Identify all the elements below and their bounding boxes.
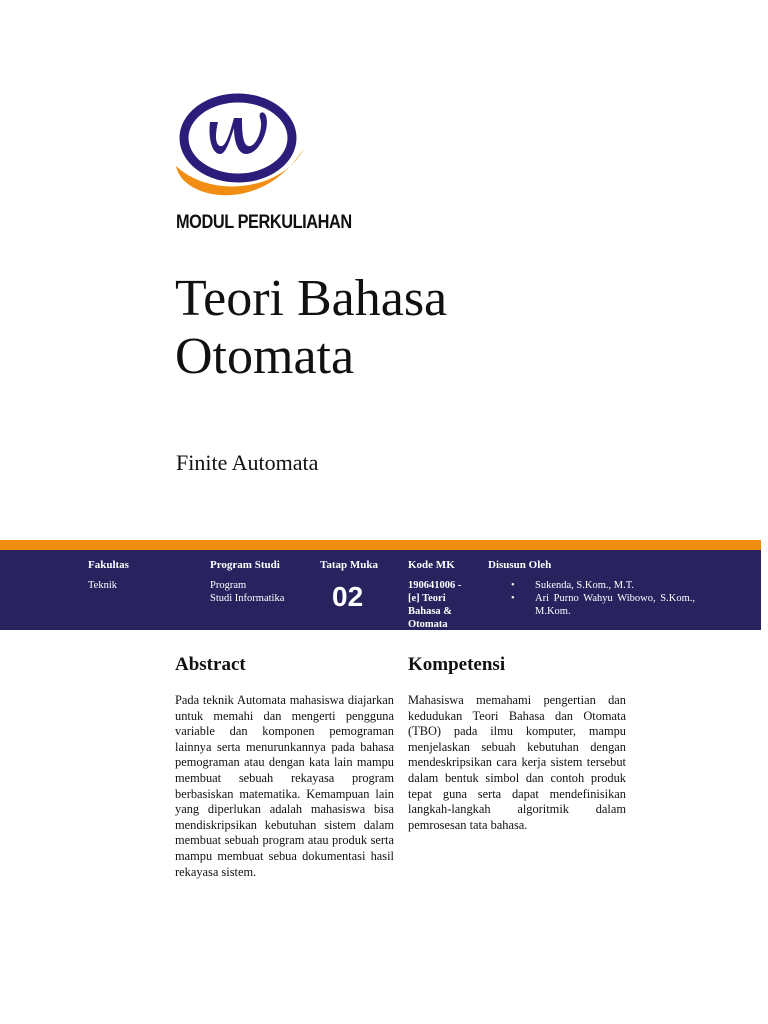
title-line-2: Otomata <box>175 328 355 385</box>
program-value-line1: Program <box>210 580 247 591</box>
abstract-heading: Abstract <box>175 654 246 675</box>
fakultas-label: Fakultas <box>88 559 129 571</box>
module-label: MODUL PERKULIAHAN <box>176 212 352 233</box>
fakultas-value: Teknik <box>88 580 118 591</box>
kode-mk-line1: 190641006 - <box>408 580 462 591</box>
w-swoosh-logo-icon <box>172 88 308 206</box>
kode-mk-line3: Bahasa & <box>408 606 453 617</box>
kompetensi-text: Mahasiswa memahami pengertian dan kedudukan Teori Bahasa dan Otomata (TBO) pada ilmu komputer, mampu menjelaskan sebuah kebutuhan dengan mendeskripsikan cara kerja sistem tersebut dalam bentuk simbol dan contoh produk tepat guna serta dapat mendefinisikan langkah-langkah algoritmik dalam pemrosesan tata bahasa. <box>408 693 626 832</box>
author-item: • Ari Purno Wahyu Wibowo, S.Kom., M.Kom. <box>509 592 695 618</box>
kompetensi-heading: Kompetensi <box>408 654 506 675</box>
author-item: • Sukenda, S.Kom., M.T. <box>509 579 695 592</box>
program-label: Program Studi <box>210 559 280 571</box>
kompetensi-section <box>408 654 626 833</box>
kode-mk-line4: Otomata <box>408 619 448 630</box>
author-list <box>509 579 695 618</box>
tatap-muka-label: Tatap Muka <box>320 559 378 571</box>
kode-mk-value <box>408 579 461 631</box>
kode-mk-line2: [e] Teori <box>408 593 446 604</box>
kode-mk-label: Kode MK <box>408 559 455 571</box>
university-logo <box>172 88 308 206</box>
page-title <box>175 270 447 386</box>
program-value <box>210 579 284 605</box>
orange-divider <box>0 540 761 550</box>
abstract-text: Pada teknik Automata mahasiswa diajarkan untuk memahi dan mengerti pengguna variable dan komponen pemograman lainnya serta menurunkannya pada bahasa pemograman atau dengan kata lain mampu membuat sebuah rekayasa program berbasiskan matematika. Kemampuan lain yang diperlukan adalah mahasiswa bisa mendiskripsikan kebutuhan sistem dalam membuat sebuah program atau produk serta mampu membuat sebua dokumentasi hasil rekayasa sistem. <box>175 693 394 879</box>
tatap-muka-value: 02 <box>332 581 364 612</box>
program-value-line2: Studi Informatika <box>210 593 285 604</box>
disusun-oleh-label: Disusun Oleh <box>488 559 552 571</box>
abstract-section <box>175 654 394 880</box>
title-line-1: Teori Bahasa <box>175 270 448 327</box>
course-info-band <box>0 550 761 630</box>
page-subtitle: Finite Automata <box>176 450 319 475</box>
